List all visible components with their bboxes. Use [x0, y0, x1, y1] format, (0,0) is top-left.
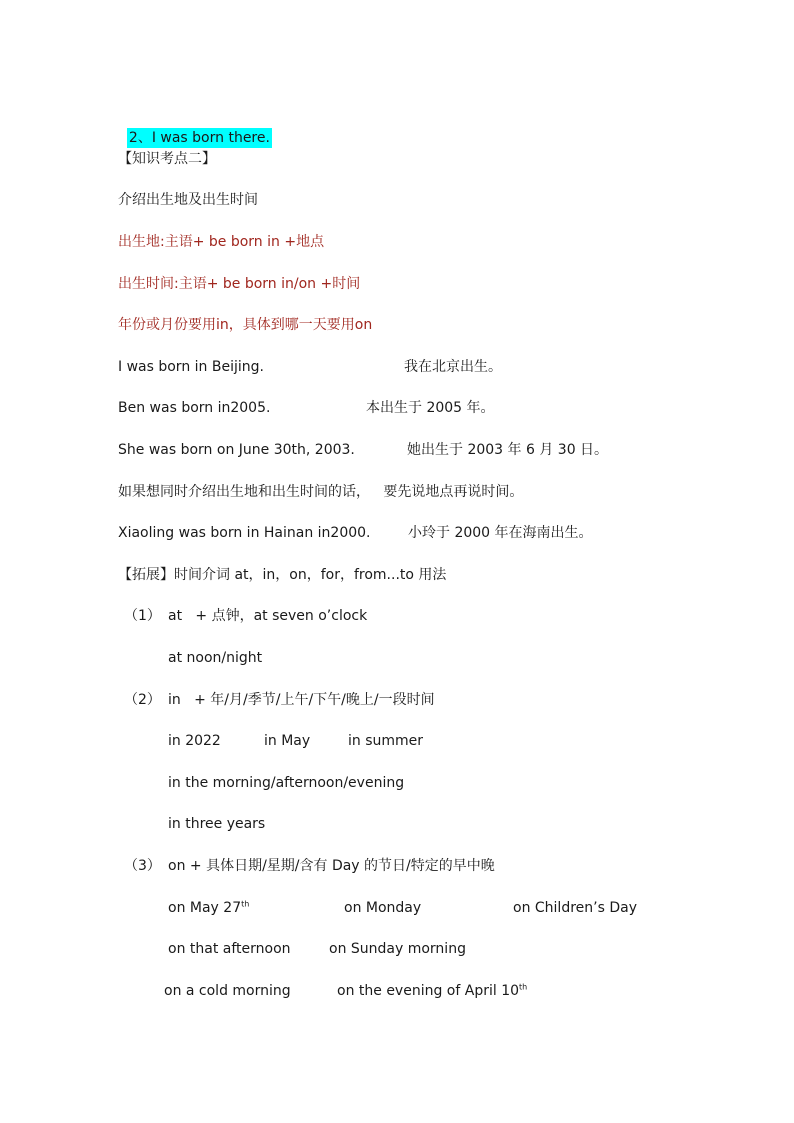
rule-birthplace: 出生地:主语+ be born in +地点 — [118, 234, 325, 250]
section-3-example-date-text: on May 27 — [168, 900, 242, 916]
section-2-number: （2） — [124, 692, 161, 708]
example-2-zh: 本出生于 2005 年。 — [366, 400, 495, 416]
section-3-example-that-afternoon: on that afternoon — [168, 941, 291, 957]
example-2-en: Ben was born in2005. — [118, 400, 271, 416]
section-heading — [118, 108, 272, 148]
section-1-example: at noon/night — [168, 650, 263, 666]
section-2-example-season: in summer — [348, 733, 424, 749]
extension-title: 【拓展】时间介词 at，in，on，for，from...to 用法 — [118, 567, 447, 583]
section-3-number: （3） — [124, 858, 161, 874]
example-1-en: I was born in Beijing. — [118, 359, 264, 375]
section-2-rule: in + 年/月/季节/上午/下午/晚上/一段时间 — [168, 692, 435, 708]
rule-birthtime: 出生时间:主语+ be born in/on +时间 — [118, 276, 361, 292]
example-3-zh: 她出生于 2003 年 6 月 30 日。 — [407, 442, 609, 458]
section-3-example-date-sup: th — [241, 899, 250, 909]
section-1-rule: at + 点钟，at seven o’clock — [168, 608, 368, 624]
example-1-zh: 我在北京出生。 — [404, 359, 502, 375]
section-2-example-month: in May — [264, 733, 311, 749]
section-2-example-times-of-day: in the morning/afternoon/evening — [168, 775, 405, 791]
section-3-example-april-evening-text: on the evening of April 10 — [337, 983, 520, 999]
section-3-example-weekday: on Monday — [344, 900, 422, 916]
knowledge-point-title: 【知识考点二】 — [118, 151, 216, 167]
section-3-example-holiday: on Children’s Day — [513, 900, 637, 916]
example-4-en: Xiaoling was born in Hainan in2000. — [118, 525, 371, 541]
section-3-rule: on + 具体日期/星期/含有 Day 的节日/特定的早中晚 — [168, 858, 495, 874]
section-3-example-sunday-morning: on Sunday morning — [329, 941, 466, 957]
section-2-example-year: in 2022 — [168, 733, 221, 749]
section-3-example-april-evening-sup: th — [519, 982, 528, 992]
heading-highlight: 2、I was born there. — [128, 130, 270, 146]
section-2-example-period: in three years — [168, 816, 266, 832]
section-1-number: （1） — [124, 608, 161, 624]
section-3-example-cold-morning: on a cold morning — [164, 983, 291, 999]
section-3-example-april-evening — [337, 981, 527, 1001]
rule-in-on-usage: 年份或月份要用in，具体到哪一天要用on — [118, 317, 373, 333]
intro-text: 介绍出生地及出生时间 — [118, 192, 258, 208]
example-4-zh: 小玲于 2000 年在海南出生。 — [408, 525, 593, 541]
example-3-en: She was born on June 30th, 2003. — [118, 442, 355, 458]
order-note: 如果想同时介绍出生地和出生时间的话， 要先说地点再说时间。 — [118, 484, 524, 500]
section-3-example-date — [168, 898, 249, 918]
